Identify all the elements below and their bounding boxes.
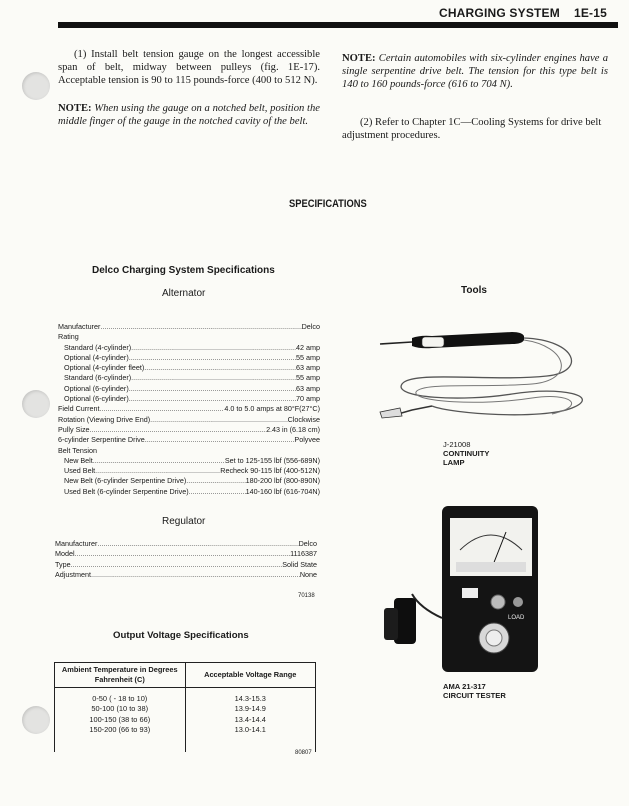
specifications-heading: SPECIFICATIONS <box>289 198 367 210</box>
spec-label: Pully Size <box>58 424 90 434</box>
spec-label: Used Belt (6-cylinder Serpentine Drive) <box>64 486 189 496</box>
spec-row <box>58 456 320 466</box>
spec-label: Manufacturer <box>55 539 98 548</box>
regulator-spec-list <box>55 539 317 580</box>
binder-hole-top <box>22 72 50 100</box>
spec-label: Rating <box>58 332 79 342</box>
spec-value: 55 amp <box>296 373 320 383</box>
table-cell: 0-50 ( - 18 to 10) <box>92 694 148 703</box>
continuity-lamp-name-2: LAMP <box>443 458 465 467</box>
tester-load-label: LOAD <box>508 615 525 621</box>
spec-row <box>58 425 320 435</box>
spec-value: Recheck 90-115 lbf (400-512N) <box>220 466 320 476</box>
spec-label: Standard (6-cylinder) <box>64 373 132 383</box>
output-voltage-table <box>54 662 316 752</box>
leader-dots <box>100 404 225 414</box>
alternator-title: Alternator <box>162 288 206 299</box>
spec-row <box>58 394 320 404</box>
leader-dots <box>90 425 267 435</box>
table-cell: 14.3-15.3 <box>234 694 266 703</box>
alternator-spec-list <box>58 322 320 497</box>
leader-dots <box>93 456 225 466</box>
spec-label: Manufacturer <box>58 322 101 331</box>
leader-dots <box>144 363 296 373</box>
spec-label: Field Current <box>58 404 100 414</box>
temperature-column <box>55 688 186 753</box>
spec-value: 1116387 <box>290 549 317 559</box>
continuity-lamp-label <box>443 440 489 467</box>
circuit-tester-illustration <box>380 498 550 678</box>
spec-label: 6-cylinder Serpentine Drive <box>58 435 145 445</box>
page-number: 1E-15 <box>573 6 607 20</box>
spec-row <box>58 363 320 373</box>
circuit-tester-number: AMA 21-317 <box>443 682 486 691</box>
spec-row <box>58 487 320 497</box>
spec-row <box>58 332 320 342</box>
leader-dots <box>129 394 296 404</box>
leader-dots <box>75 549 291 559</box>
step-2-paragraph: (2) Refer to Chapter 1C—Cooling Systems for drive belt adjustment procedures. <box>342 117 602 141</box>
spec-row <box>58 415 320 425</box>
table-header-voltage: Acceptable Voltage Range <box>185 663 316 688</box>
leader-dots <box>145 435 295 445</box>
spec-label: Optional (6-cylinder) <box>64 394 129 404</box>
spec-row <box>55 549 317 559</box>
spec-value: None <box>299 569 317 579</box>
leader-dots <box>131 373 296 383</box>
spec-row <box>55 570 317 580</box>
left-note-label: NOTE: <box>58 103 92 114</box>
left-note-text: When using the gauge on a notched belt, position the middle finger of the gauge in the notched cavity of the belt. <box>58 103 320 127</box>
spec-value: Solid State <box>282 559 317 569</box>
spec-value: 70 amp <box>296 394 320 404</box>
spec-value: 2.43 in (6.18 cm) <box>266 424 320 434</box>
step-1-paragraph: (1) Install belt tension gauge on the longest accessible span of belt, midway between pulleys (fig. 1E-17). Acceptable tension is 90 to 115 pounds-force (400 to 512 N). <box>58 49 320 86</box>
right-note-label: NOTE: <box>342 53 376 64</box>
page-header <box>439 6 607 20</box>
leader-dots <box>150 415 287 425</box>
circuit-tester-label <box>443 682 506 700</box>
spec-row <box>58 353 320 363</box>
leader-dots <box>129 353 296 363</box>
leader-dots <box>91 570 300 580</box>
leader-dots <box>131 343 296 353</box>
leader-dots <box>95 466 220 476</box>
spec-label: New Belt (6-cylinder Serpentine Drive) <box>64 476 187 486</box>
spec-label: Used Belt <box>64 466 96 476</box>
spec-row <box>55 539 317 549</box>
continuity-lamp-name: CONTINUITY <box>443 449 490 458</box>
left-note <box>58 102 320 128</box>
spec-label: Standard (4-cylinder) <box>64 342 132 352</box>
spec-value: 55 amp <box>296 352 320 362</box>
spec-value: 42 amp <box>296 342 320 352</box>
spec-row <box>58 343 320 353</box>
table-cell: 13.0-14.1 <box>234 725 266 735</box>
spec-row <box>58 404 320 414</box>
spec-label: Optional (4-cylinder) <box>64 352 129 362</box>
spec-row <box>58 476 320 486</box>
table-cell: 50-100 (10 to 38) <box>91 704 149 714</box>
spec-label: Belt Tension <box>58 445 98 455</box>
output-voltage-title: Output Voltage Specifications <box>113 630 249 641</box>
binder-hole-middle <box>22 390 50 418</box>
spec-value: 4.0 to 5.0 amps at 80°F(27°C) <box>224 404 320 414</box>
spec-value: Polyvee <box>294 435 320 445</box>
spec-label: Type <box>55 559 71 569</box>
spec-row <box>58 466 320 476</box>
continuity-lamp-number: J-21008 <box>443 440 471 449</box>
delco-specs-title: Delco Charging System Specifications <box>92 265 275 276</box>
voltage-column <box>185 688 316 753</box>
header-rule <box>58 22 618 28</box>
leader-dots <box>100 322 301 332</box>
spec-value: 63 amp <box>296 383 320 393</box>
spec-label: Rotation (Viewing Drive End) <box>58 414 151 424</box>
right-note <box>342 52 608 91</box>
spec-label: Optional (6-cylinder) <box>64 383 129 393</box>
table-header-temperature: Ambient Temperature in Degrees Fahrenheit (C) <box>55 663 186 688</box>
spec-value: Set to 125-155 lbf (556-689N) <box>224 455 320 465</box>
leader-dots <box>129 384 296 394</box>
spec-row <box>58 322 320 332</box>
spec-row <box>58 446 320 456</box>
spec-row <box>55 560 317 570</box>
spec-row <box>58 435 320 445</box>
spec-row <box>58 384 320 394</box>
spec-value: 180-200 lbf (800-890N) <box>245 476 320 486</box>
regulator-title: Regulator <box>162 516 206 527</box>
binder-hole-bottom <box>22 706 50 734</box>
spec-row <box>58 373 320 383</box>
section-title: CHARGING SYSTEM <box>438 6 560 20</box>
continuity-lamp-illustration <box>372 310 612 440</box>
spec-label: Model <box>55 549 75 559</box>
spec-value: Delco <box>298 539 317 548</box>
leader-dots <box>189 487 246 497</box>
spec-label: Optional (4-cylinder fleet) <box>64 363 145 373</box>
tools-title: Tools <box>461 285 487 296</box>
table-cell: 100-150 (38 to 66) <box>89 714 151 724</box>
table-cell: 13.4-14.4 <box>234 714 266 724</box>
leader-dots <box>97 539 298 549</box>
circuit-tester-name: CIRCUIT TESTER <box>443 691 506 700</box>
figure-ref-80807: 80807 <box>295 750 312 756</box>
leader-dots <box>71 560 283 570</box>
spec-label: New Belt <box>64 455 93 465</box>
table-cell: 13.9-14.9 <box>234 704 266 714</box>
figure-ref-70138: 70138 <box>298 593 315 599</box>
spec-value: 63 amp <box>296 363 320 373</box>
spec-label: Adjustment <box>55 569 91 579</box>
spec-value: 140-160 lbf (616-704N) <box>245 486 320 496</box>
leader-dots <box>186 476 245 486</box>
table-cell: 150-200 (66 to 93) <box>89 725 151 735</box>
right-note-text: Certain automobiles with six-cylinder engines have a single serpentine drive belt. The tension for this type belt is 140 to 160 pounds-force (616 to 704 N). <box>342 53 608 90</box>
spec-value: Delco <box>301 322 320 331</box>
spec-value: Clockwise <box>287 414 320 424</box>
